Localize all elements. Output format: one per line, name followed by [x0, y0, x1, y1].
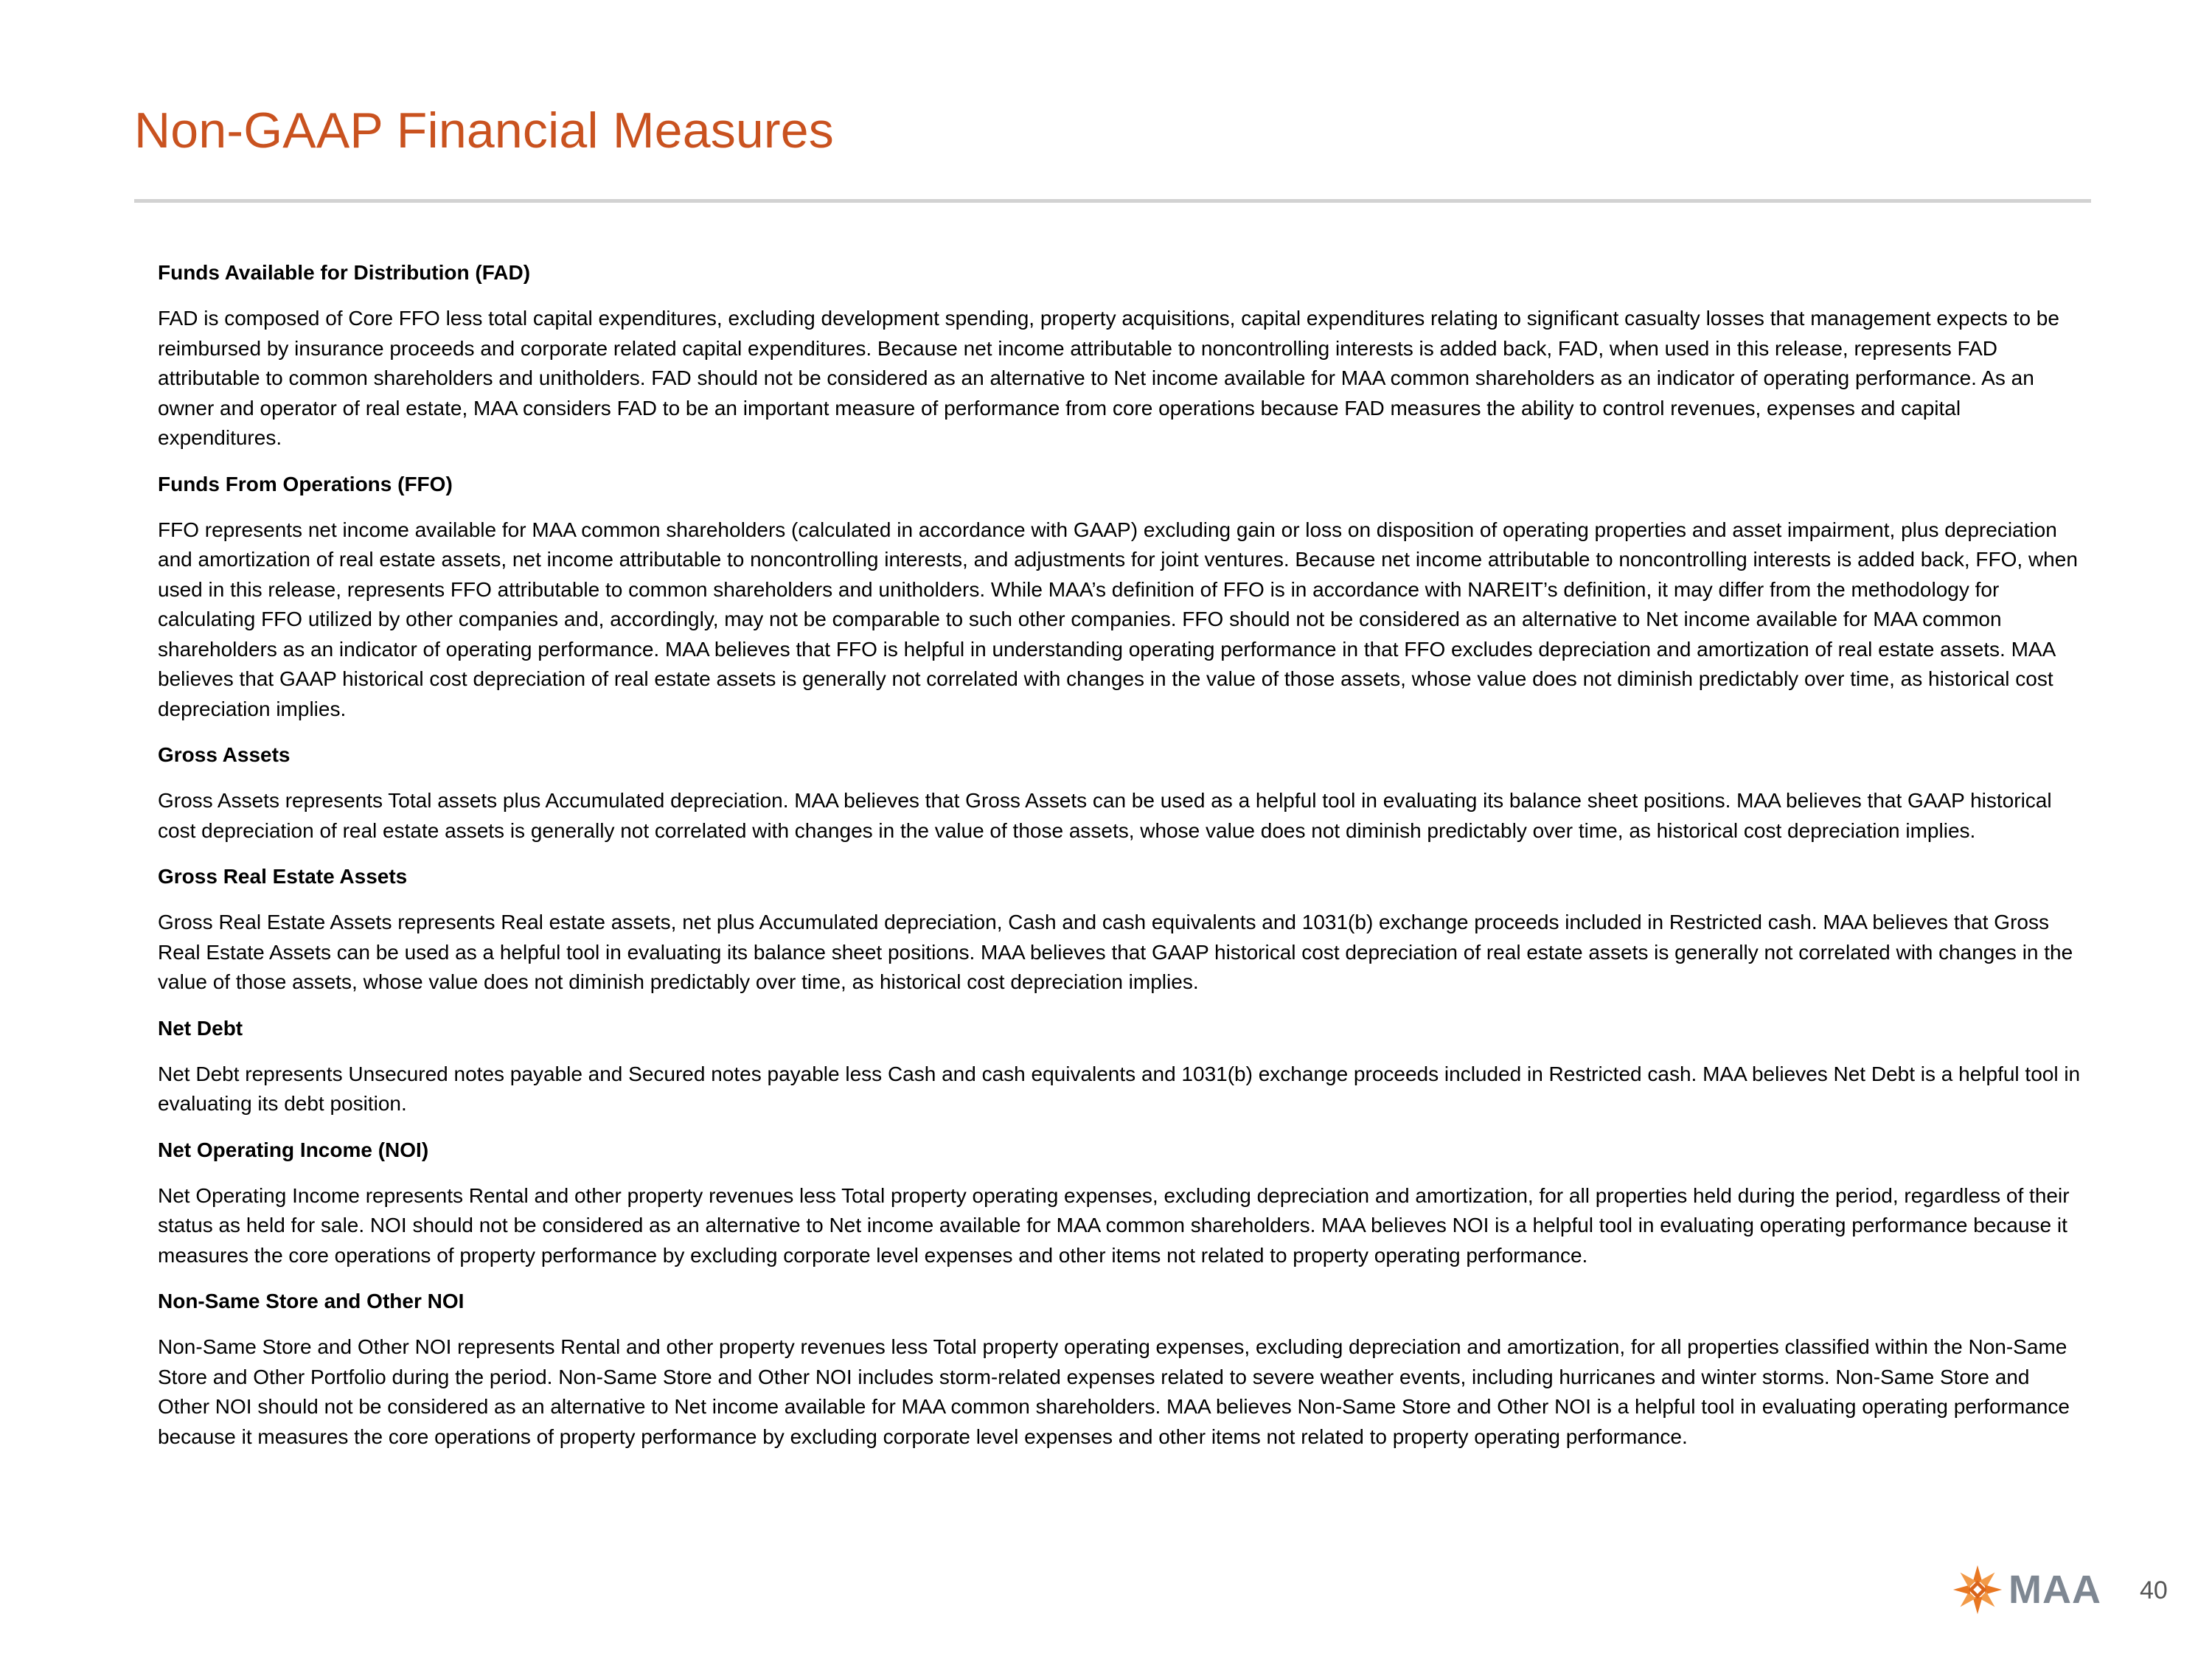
definition-gross-real-estate-assets	[158, 862, 2082, 998]
section-heading: Net Operating Income (NOI)	[158, 1138, 429, 1161]
section-heading: Non-Same Store and Other NOI	[158, 1290, 465, 1312]
definition-net-debt	[158, 1014, 2082, 1119]
section-body: Gross Real Estate Assets represents Real estate assets, net plus Accumulated depreciation, Cash and cash equivalents and 1031(b) exchange proceeds included in Restricted cash. MAA believes that Gross Real Estate Assets can be used as a helpful tool in evaluating its balance sheet positions. MAA believes that GAAP historical cost depreciation of real estate assets is generally not correlated with changes in the value of those assets, whose value does not diminish predictably over time, as historical cost depreciation implies.	[158, 911, 2073, 993]
definition-gross-assets	[158, 740, 2082, 846]
section-body: Net Debt represents Unsecured notes payable and Secured notes payable less Cash and cash equivalents and 1031(b) exchange proceeds included in Restricted cash. MAA believes Net Debt is a helpful tool in evaluating its debt position.	[158, 1062, 2081, 1115]
definition-ffo	[158, 470, 2082, 725]
definition-noi	[158, 1135, 2082, 1271]
section-heading: Funds From Operations (FFO)	[158, 472, 453, 495]
maa-starburst-icon	[1951, 1563, 2004, 1616]
definition-fad	[158, 258, 2082, 453]
section-heading: Gross Assets	[158, 743, 291, 766]
section-body: Non-Same Store and Other NOI represents Rental and other property revenues less Total property operating expenses, excluding depreciation and amortization, for all properties classified within the Non-Same Store and Other Portfolio during the period. Non-Same Store and Other NOI includes storm-related expenses related to severe weather events, including hurricanes and winter storms. Non-Same Store and Other NOI should not be considered as an alternative to Net income available for MAA common shareholders. MAA believes Non-Same Store and Other NOI is a helpful tool in evaluating operating performance because it measures the core operations of property performance by excluding corporate level expenses and other items not related to property operating performance.	[158, 1335, 2070, 1448]
title-divider	[134, 199, 2091, 203]
logo-wordmark: MAA	[2008, 1568, 2101, 1612]
section-heading: Funds Available for Distribution (FAD)	[158, 261, 531, 284]
definitions-list	[158, 258, 2082, 1468]
page-title: Non-GAAP Financial Measures	[134, 102, 834, 159]
section-body: Gross Assets represents Total assets plus Accumulated depreciation. MAA believes that Gross Assets can be used as a helpful tool in evaluating its balance sheet positions. MAA believes that GAAP historical cost depreciation of real estate assets is generally not correlated with changes in the value of those assets, whose value does not diminish predictably over time, as historical cost depreciation implies.	[158, 789, 2052, 842]
section-body: FFO represents net income available for MAA common shareholders (calculated in accordance with GAAP) excluding gain or loss on disposition of operating properties and asset impairment, plus depreciation and amortization of real estate assets, net income attributable to noncontrolling interests, and adjustments for joint ventures. Because net income attributable to noncontrolling interests is added back, FFO, when used in this release, represents FFO attributable to common shareholders and unitholders. While MAA’s definition of FFO is in accordance with NAREIT’s definition, it may differ from the methodology for calculating FFO utilized by other companies and, accordingly, may not be comparable to such other companies. FFO should not be considered as an alternative to Net income available for MAA common shareholders as an indicator of operating performance. MAA believes that FFO is helpful in understanding operating performance in that FFO excludes depreciation and amortization of real estate assets. MAA believes that GAAP historical cost depreciation of real estate assets is generally not correlated with changes in the value of those assets, whose value does not diminish predictably over time, as historical cost depreciation implies.	[158, 518, 2078, 720]
section-body: Net Operating Income represents Rental and other property revenues less Total property operating expenses, excluding depreciation and amortization, for all properties held during the period, regardless of their status as held for sale. NOI should not be considered as an alternative to Net income available for MAA common shareholders. MAA believes NOI is a helpful tool in evaluating operating performance because it measures the core operations of property performance by excluding corporate level expenses and other items not related to property operating performance.	[158, 1183, 2070, 1267]
page-number: 40	[2140, 1576, 2168, 1604]
section-body: FAD is composed of Core FFO less total capital expenditures, excluding development spending, property acquisitions, capital expenditures relating to significant casualty losses that management expects to be reimbursed by insurance proceeds and corporate related capital expenditures. Because net income attributable to noncontrolling interests is added back, FAD, when used in this release, represents FAD attributable to common shareholders and unitholders. FAD should not be considered as an alternative to Net income available for MAA common shareholders as an indicator of operating performance. As an owner and operator of real estate, MAA considers FAD to be an important measure of performance from core operations because FAD measures the ability to control revenues, expenses and capital expenditures.	[158, 307, 2059, 449]
maa-logo	[1951, 1563, 2101, 1616]
definition-non-same-store-noi	[158, 1287, 2082, 1452]
section-heading: Net Debt	[158, 1016, 243, 1040]
section-heading: Gross Real Estate Assets	[158, 865, 408, 888]
